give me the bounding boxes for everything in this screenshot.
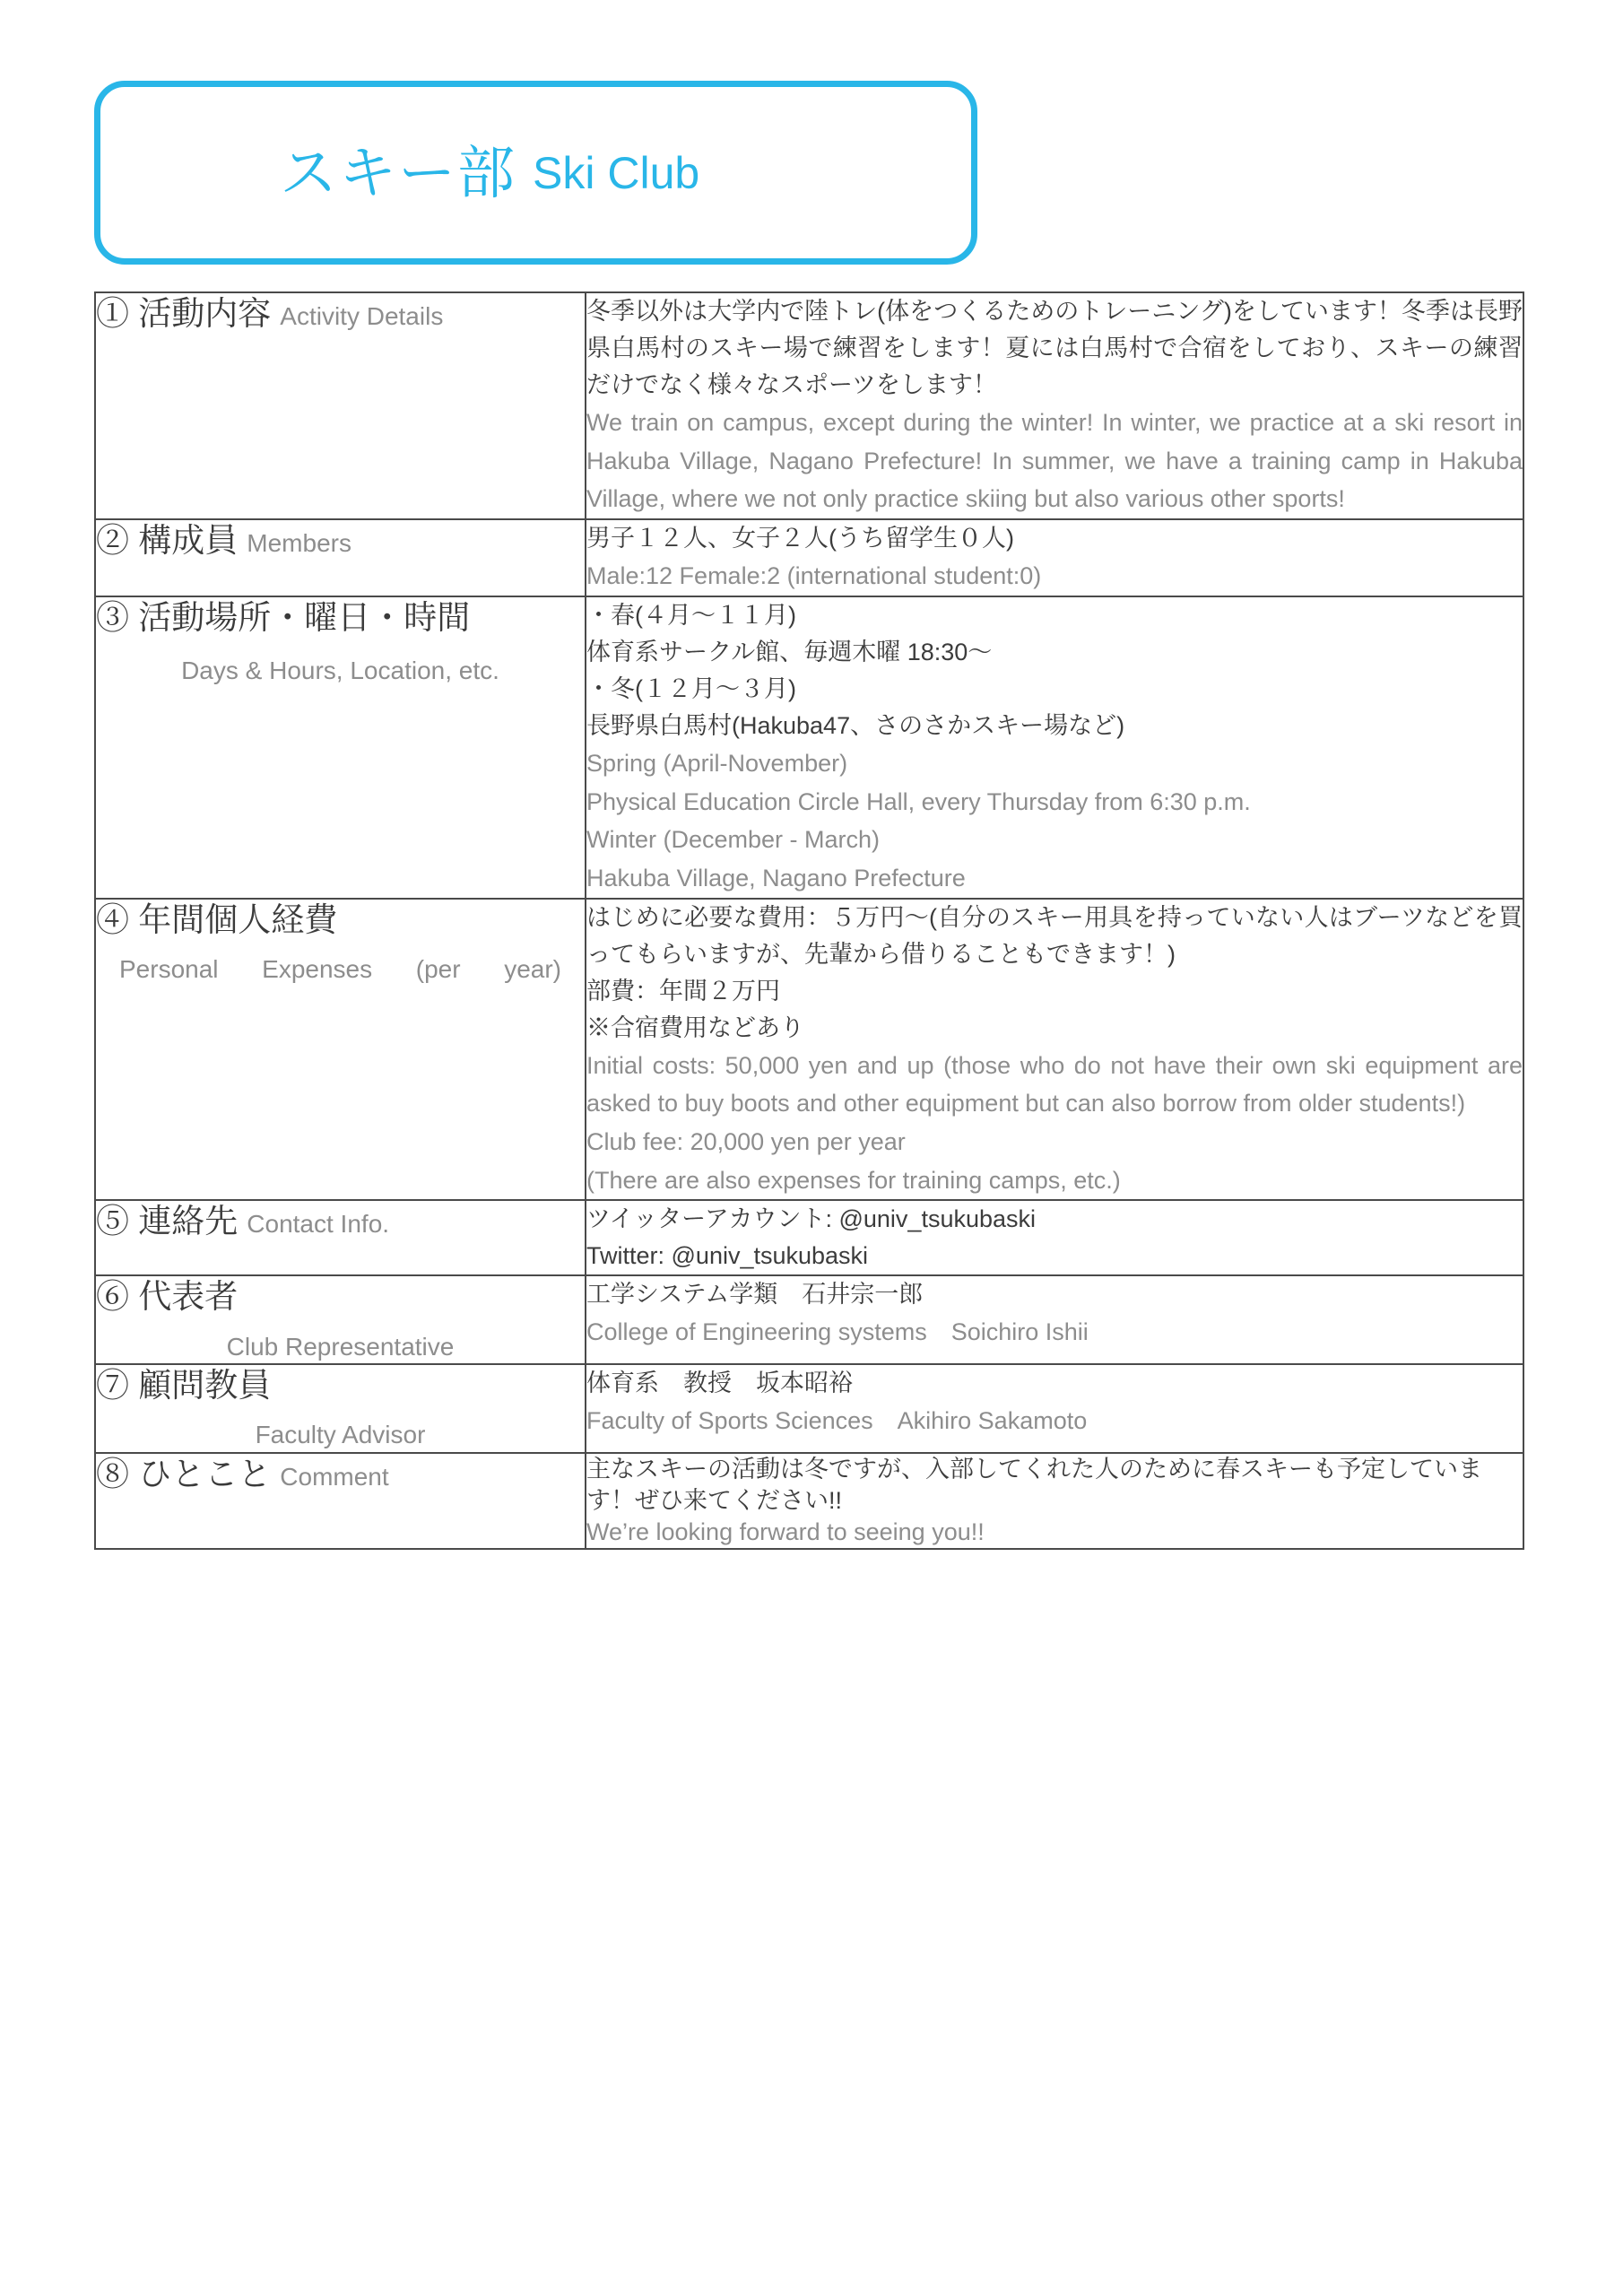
value-en-line: Initial costs: 50,000 yen and up (those who do not have their own ski equipment are asked to buy boots and other equipment but can also borrow from older students!) (586, 1051, 1523, 1118)
value-en-line: Hakuba Village, Nagano Prefecture (586, 864, 966, 891)
value-en-line: Twitter: @univ_tsukubaski (586, 1242, 869, 1270)
label-jp: ⑧ ひとこと (96, 1455, 272, 1492)
row-label-faculty-advisor (95, 1364, 586, 1453)
row-value-days-hours-location (586, 596, 1523, 899)
row-label-personal-expenses (95, 899, 586, 1201)
row-value-comment (586, 1453, 1523, 1549)
value-en-line: Spring (April-November) (586, 749, 848, 777)
row-label-comment (95, 1453, 586, 1549)
row-value-faculty-advisor (586, 1364, 1523, 1453)
label-en: Days & Hours, Location, etc. (181, 657, 499, 684)
value-jp-line: ・冬(１２月〜３月) (586, 674, 796, 702)
label-jp: ⑦ 顧問教員 (96, 1366, 272, 1404)
club-title-jp: スキー部 (280, 140, 516, 205)
value-jp-line: 工学システム学類 石井宗一郎 (586, 1281, 924, 1309)
value-jp-line: 体育系サークル館、毎週木曜 18:30〜 (586, 638, 993, 665)
row-label-members (95, 519, 586, 596)
title-banner (94, 81, 977, 265)
label-jp: ② 構成員 (96, 522, 239, 560)
label-jp: ⑥ 代表者 (96, 1278, 239, 1316)
value-en-line: Club fee: 20,000 yen per year (586, 1127, 906, 1155)
label-en: Activity Details (280, 302, 444, 330)
value-jp-line: 長野県白馬村(Hakuba47、さのさかスキー場など) (586, 711, 1125, 739)
row-value-personal-expenses (586, 899, 1523, 1201)
value-en-line: Winter (December - March) (586, 826, 881, 854)
value-jp-line: ※合宿費用などあり (586, 1013, 804, 1041)
value-en-line: We train on campus, except during the winter! In winter, we practice at a ski resort in Hakuba Village, Nagano Prefecture! In summer, we have a training camp in Hakuba Village, where we not only practice skiing but also various other sports! (586, 409, 1523, 513)
value-jp-line: ・春(４月〜１１月) (586, 601, 796, 629)
row-value-club-representative (586, 1275, 1523, 1364)
value-en-line: We’re looking forward to seeing you!! (586, 1518, 985, 1545)
value-jp-line: 部費：年間２万円 (586, 977, 780, 1004)
club-info-table (94, 291, 1524, 1550)
value-jp-line: 主なスキーの活動は冬ですが、入部してくれた人のために春スキーも予定しています！ぜひ来てください!! (586, 1455, 1482, 1514)
value-jp-line: はじめに必要な費用：５万円〜(自分のスキー用具を持っていない人はブーツなどを買ってもらいますが、先輩から借りることもできます！) (586, 903, 1523, 968)
row-label-contact-info (95, 1200, 586, 1275)
row-label-activity-details (95, 292, 586, 519)
label-en: Personal Expenses (per year) (119, 954, 561, 983)
label-jp: ① 活動内容 (96, 295, 272, 332)
label-en: Members (247, 529, 352, 558)
label-en: Contact Info. (247, 1210, 390, 1239)
row-value-activity-details (586, 292, 1523, 519)
table-row (95, 1200, 1523, 1275)
table-row (95, 1275, 1523, 1364)
table-row (95, 899, 1523, 1201)
value-jp-line: 体育系 教授 坂本昭裕 (586, 1369, 853, 1396)
row-value-contact-info (586, 1200, 1523, 1275)
row-label-days-hours-location (95, 596, 586, 899)
table-row (95, 519, 1523, 596)
value-en-line: Male:12 Female:2 (international student:0) (586, 562, 1042, 590)
table-row (95, 1364, 1523, 1453)
value-jp-line: 男子１２人、女子２人(うち留学生０人) (586, 525, 1014, 552)
table-row (95, 1453, 1523, 1549)
table-row (95, 292, 1523, 519)
value-jp-line: 冬季以外は大学内で陸トレ(体をつくるためのトレーニング)をしています！冬季は長野県白馬村のスキー場で練習をします！夏には白馬村で合宿をしており、スキーの練習だけでなく様々なスポーツをします！ (586, 298, 1523, 399)
label-en: Comment (280, 1462, 389, 1491)
table-body (95, 292, 1523, 1549)
label-jp: ⑤ 連絡先 (96, 1203, 239, 1240)
value-jp-line: ツイッターアカウント: @univ_tsukubaski (586, 1205, 1037, 1233)
value-en-line: (There are also expenses for training camps, etc.) (586, 1166, 1121, 1194)
label-jp: ③ 活動場所・曜日・時間 (96, 598, 471, 636)
value-en-line: Physical Education Circle Hall, every Thursday from 6:30 p.m. (586, 787, 1251, 815)
value-en-line: Faculty of Sports Sciences Akihiro Sakamoto (586, 1406, 1088, 1434)
table-row (95, 596, 1523, 899)
row-value-members (586, 519, 1523, 596)
value-en-line: College of Engineering systems Soichiro Ishii (586, 1318, 1089, 1346)
club-title-en: Ski Club (533, 147, 700, 198)
row-label-club-representative (95, 1275, 586, 1364)
label-en: Club Representative (226, 1332, 455, 1361)
label-jp: ④ 年間個人経費 (96, 900, 338, 938)
label-en: Faculty Advisor (255, 1421, 426, 1449)
